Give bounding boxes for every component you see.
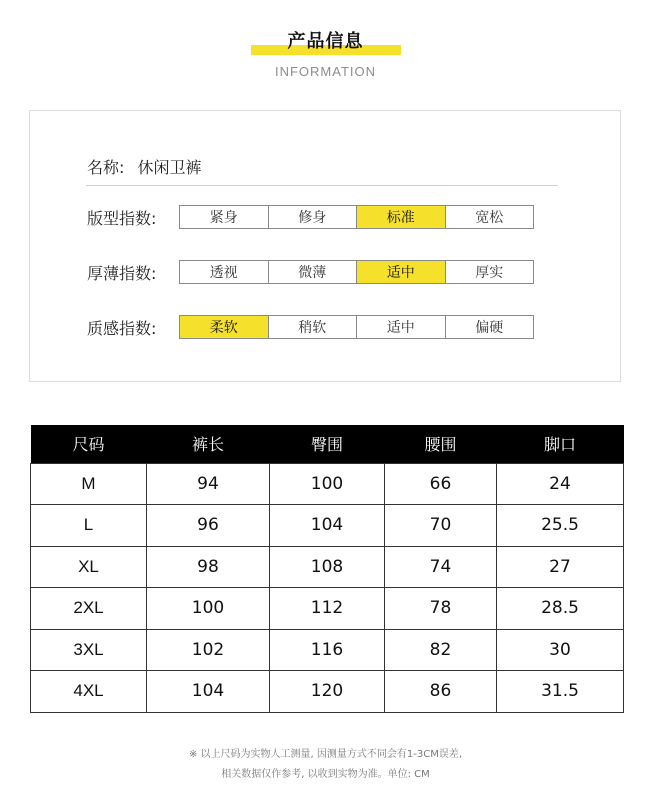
cell-size: 4XL — [31, 671, 147, 713]
cell-hip: 104 — [270, 505, 385, 547]
cell-size: XL — [31, 546, 147, 588]
cell-waist: 78 — [385, 588, 497, 630]
fit-index-label: 版型指数: — [87, 208, 157, 228]
cell-length: 98 — [147, 546, 270, 588]
column-header-size: 尺码 — [31, 425, 147, 463]
table-row — [31, 463, 624, 505]
cell-waist: 66 — [385, 463, 497, 505]
cell-length: 102 — [147, 629, 270, 671]
texture-index-label: 质感指数: — [87, 318, 157, 338]
thickness-option-thin: 微薄 — [268, 261, 357, 283]
cell-waist: 70 — [385, 505, 497, 547]
fit-index-scale — [179, 205, 534, 229]
cell-length: 96 — [147, 505, 270, 547]
cell-length: 94 — [147, 463, 270, 505]
section-subtitle: INFORMATION — [274, 64, 377, 79]
column-header-waist: 腰围 — [385, 425, 497, 463]
cell-size: M — [31, 463, 147, 505]
product-name-label: 名称: — [87, 158, 125, 177]
column-header-hip: 臀围 — [270, 425, 385, 463]
table-row — [31, 671, 624, 713]
thickness-index-label: 厚薄指数: — [87, 263, 157, 283]
cell-hem: 27 — [497, 546, 624, 588]
cell-hip: 108 — [270, 546, 385, 588]
size-chart-table — [30, 425, 624, 713]
cell-hip: 100 — [270, 463, 385, 505]
section-title: 产品信息 — [287, 31, 364, 52]
cell-length: 104 — [147, 671, 270, 713]
cell-hem: 25.5 — [497, 505, 624, 547]
product-info-card — [29, 110, 621, 382]
cell-hem: 24 — [497, 463, 624, 505]
name-divider — [86, 185, 558, 186]
column-header-length: 裤长 — [147, 425, 270, 463]
texture-option-slightly-soft: 稍软 — [268, 316, 357, 338]
measurement-notes — [0, 745, 651, 785]
section-header — [0, 28, 651, 79]
fit-option-standard: 标准 — [356, 206, 445, 228]
table-row — [31, 505, 624, 547]
thickness-index-scale — [179, 260, 534, 284]
note-line-1: ※ 以上尺码为实物人工测量, 因测量方式不同会有1-3CM误差, — [188, 749, 463, 760]
cell-size: L — [31, 505, 147, 547]
cell-waist: 86 — [385, 671, 497, 713]
thickness-option-sheer: 透视 — [209, 265, 238, 281]
texture-option-firm: 偏硬 — [445, 316, 534, 338]
texture-option-medium: 适中 — [356, 316, 445, 338]
cell-size: 2XL — [31, 588, 147, 630]
cell-hem: 28.5 — [497, 588, 624, 630]
cell-hem: 30 — [497, 629, 624, 671]
texture-index-scale — [179, 315, 534, 339]
cell-hip: 120 — [270, 671, 385, 713]
texture-option-soft: 柔软 — [180, 316, 268, 338]
cell-length: 100 — [147, 588, 270, 630]
fit-option-tight: 紧身 — [209, 210, 238, 226]
size-chart-header-row — [31, 425, 624, 463]
fit-option-slim: 修身 — [268, 206, 357, 228]
texture-index-row — [87, 314, 534, 340]
cell-hem: 31.5 — [497, 671, 624, 713]
fit-index-row — [87, 204, 534, 230]
table-row — [31, 546, 624, 588]
cell-waist: 74 — [385, 546, 497, 588]
table-row — [31, 629, 624, 671]
cell-waist: 82 — [385, 629, 497, 671]
thickness-index-row — [87, 259, 534, 285]
thickness-option-thick: 厚实 — [445, 261, 534, 283]
note-line-2: 相关数据仅作参考, 以收到实物为准。单位: CM — [221, 769, 430, 780]
title-wrap — [288, 28, 364, 58]
product-name-value: 休闲卫裤 — [137, 158, 202, 177]
table-row — [31, 588, 624, 630]
product-name-row — [87, 155, 202, 178]
fit-option-loose: 宽松 — [445, 206, 534, 228]
cell-hip: 112 — [270, 588, 385, 630]
cell-size: 3XL — [31, 629, 147, 671]
cell-hip: 116 — [270, 629, 385, 671]
thickness-option-medium: 适中 — [356, 261, 445, 283]
column-header-hem: 脚口 — [497, 425, 624, 463]
